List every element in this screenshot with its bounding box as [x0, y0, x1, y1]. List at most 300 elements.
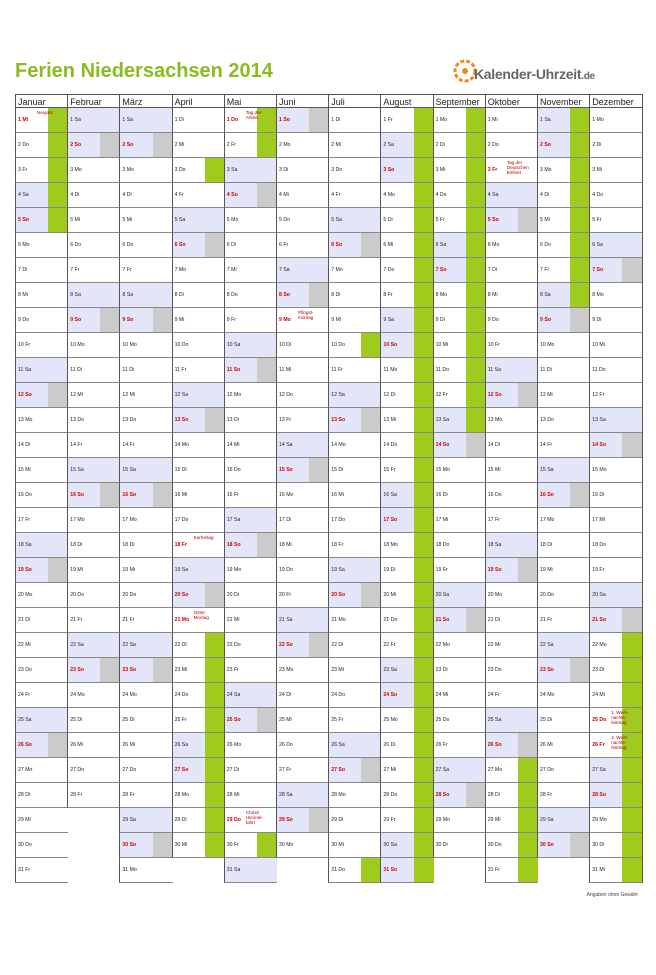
day-cell[interactable] — [276, 183, 329, 208]
day-cell[interactable] — [485, 358, 538, 383]
day-cell[interactable] — [328, 558, 381, 583]
day-cell[interactable] — [485, 183, 538, 208]
day-cell[interactable] — [380, 108, 433, 133]
day-cell[interactable] — [224, 308, 277, 333]
day-cell[interactable] — [537, 683, 590, 708]
day-cell[interactable] — [67, 433, 120, 458]
day-cell[interactable] — [589, 458, 642, 483]
logo[interactable] — [452, 54, 642, 88]
day-cell[interactable] — [589, 633, 642, 658]
day-cell[interactable] — [328, 758, 381, 783]
day-cell[interactable] — [172, 383, 225, 408]
day-cell[interactable] — [15, 558, 68, 583]
day-cell[interactable] — [380, 808, 433, 833]
day-cell[interactable] — [67, 233, 120, 258]
day-cell[interactable] — [276, 333, 329, 358]
day-cell[interactable] — [589, 408, 642, 433]
day-cell[interactable] — [276, 808, 329, 833]
day-cell[interactable] — [485, 508, 538, 533]
day-cell[interactable] — [119, 708, 172, 733]
day-cell[interactable] — [67, 633, 120, 658]
day-cell[interactable] — [119, 558, 172, 583]
day-cell[interactable] — [15, 208, 68, 233]
day-cell[interactable] — [119, 808, 172, 833]
day-cell[interactable] — [67, 558, 120, 583]
day-cell[interactable] — [276, 208, 329, 233]
day-cell[interactable] — [224, 433, 277, 458]
day-cell[interactable] — [276, 708, 329, 733]
day-cell[interactable] — [589, 658, 642, 683]
day-cell[interactable] — [276, 258, 329, 283]
day-cell[interactable] — [15, 433, 68, 458]
day-cell[interactable] — [485, 283, 538, 308]
day-cell[interactable] — [433, 683, 486, 708]
day-cell[interactable] — [380, 208, 433, 233]
day-cell[interactable] — [380, 558, 433, 583]
day-cell[interactable] — [537, 533, 590, 558]
day-cell[interactable] — [537, 508, 590, 533]
day-cell[interactable] — [224, 708, 277, 733]
day-cell[interactable] — [485, 608, 538, 633]
day-cell[interactable] — [589, 483, 642, 508]
day-cell[interactable] — [380, 383, 433, 408]
day-cell[interactable] — [15, 858, 68, 883]
day-cell[interactable] — [224, 208, 277, 233]
day-cell[interactable] — [433, 783, 486, 808]
day-cell[interactable] — [276, 358, 329, 383]
day-cell[interactable] — [380, 533, 433, 558]
day-cell[interactable] — [67, 133, 120, 158]
day-cell[interactable] — [119, 283, 172, 308]
day-cell[interactable] — [485, 683, 538, 708]
day-cell[interactable] — [224, 533, 277, 558]
day-cell[interactable] — [380, 708, 433, 733]
day-cell[interactable] — [537, 183, 590, 208]
day-cell[interactable] — [537, 833, 590, 858]
day-cell[interactable] — [276, 833, 329, 858]
day-cell[interactable] — [224, 508, 277, 533]
day-cell[interactable] — [224, 108, 277, 133]
day-cell[interactable] — [589, 258, 642, 283]
day-cell[interactable] — [328, 833, 381, 858]
day-cell[interactable] — [67, 758, 120, 783]
day-cell[interactable] — [276, 133, 329, 158]
day-cell[interactable] — [276, 683, 329, 708]
day-cell[interactable] — [589, 333, 642, 358]
day-cell[interactable] — [224, 733, 277, 758]
day-cell[interactable] — [433, 483, 486, 508]
day-cell[interactable] — [589, 608, 642, 633]
day-cell[interactable] — [589, 433, 642, 458]
day-cell[interactable] — [537, 783, 590, 808]
day-cell[interactable] — [276, 483, 329, 508]
day-cell[interactable] — [15, 708, 68, 733]
day-cell[interactable] — [119, 133, 172, 158]
day-cell[interactable] — [328, 133, 381, 158]
day-cell[interactable] — [537, 308, 590, 333]
day-cell[interactable] — [433, 458, 486, 483]
day-cell[interactable] — [380, 633, 433, 658]
day-cell[interactable] — [433, 208, 486, 233]
day-cell[interactable] — [433, 658, 486, 683]
day-cell[interactable] — [172, 783, 225, 808]
day-cell[interactable] — [537, 383, 590, 408]
day-cell[interactable] — [380, 308, 433, 333]
day-cell[interactable] — [15, 258, 68, 283]
day-cell[interactable] — [537, 808, 590, 833]
day-cell[interactable] — [276, 408, 329, 433]
day-cell[interactable] — [119, 758, 172, 783]
day-cell[interactable] — [172, 533, 225, 558]
day-cell[interactable] — [589, 783, 642, 808]
day-cell[interactable] — [276, 758, 329, 783]
day-cell[interactable] — [15, 633, 68, 658]
day-cell[interactable] — [537, 583, 590, 608]
day-cell[interactable] — [119, 633, 172, 658]
day-cell[interactable] — [172, 458, 225, 483]
day-cell[interactable] — [328, 183, 381, 208]
day-cell[interactable] — [485, 383, 538, 408]
day-cell[interactable] — [276, 583, 329, 608]
day-cell[interactable] — [485, 208, 538, 233]
day-cell[interactable] — [380, 733, 433, 758]
day-cell[interactable] — [537, 658, 590, 683]
day-cell[interactable] — [119, 308, 172, 333]
day-cell[interactable] — [485, 333, 538, 358]
day-cell[interactable] — [15, 833, 68, 858]
day-cell[interactable] — [485, 433, 538, 458]
day-cell[interactable] — [485, 858, 538, 883]
day-cell[interactable] — [15, 508, 68, 533]
day-cell[interactable] — [537, 483, 590, 508]
day-cell[interactable] — [119, 508, 172, 533]
day-cell[interactable] — [224, 783, 277, 808]
day-cell[interactable] — [67, 408, 120, 433]
day-cell[interactable] — [172, 658, 225, 683]
day-cell[interactable] — [485, 633, 538, 658]
day-cell[interactable] — [15, 383, 68, 408]
day-cell[interactable] — [537, 758, 590, 783]
day-cell[interactable] — [119, 858, 172, 883]
day-cell[interactable] — [485, 558, 538, 583]
day-cell[interactable] — [328, 483, 381, 508]
day-cell[interactable] — [172, 358, 225, 383]
day-cell[interactable] — [276, 458, 329, 483]
day-cell[interactable] — [67, 608, 120, 633]
day-cell[interactable] — [276, 783, 329, 808]
day-cell[interactable] — [589, 183, 642, 208]
day-cell[interactable] — [119, 608, 172, 633]
day-cell[interactable] — [380, 858, 433, 883]
day-cell[interactable] — [485, 133, 538, 158]
day-cell[interactable] — [15, 808, 68, 833]
day-cell[interactable] — [589, 133, 642, 158]
day-cell[interactable] — [380, 683, 433, 708]
day-cell[interactable] — [15, 333, 68, 358]
day-cell[interactable] — [589, 158, 642, 183]
day-cell[interactable] — [224, 258, 277, 283]
day-cell[interactable] — [15, 533, 68, 558]
day-cell[interactable] — [172, 733, 225, 758]
day-cell[interactable] — [433, 533, 486, 558]
day-cell[interactable] — [589, 808, 642, 833]
day-cell[interactable] — [67, 383, 120, 408]
day-cell[interactable] — [537, 108, 590, 133]
day-cell[interactable] — [67, 183, 120, 208]
day-cell[interactable] — [328, 458, 381, 483]
day-cell[interactable] — [119, 358, 172, 383]
day-cell[interactable] — [172, 558, 225, 583]
day-cell[interactable] — [67, 333, 120, 358]
day-cell[interactable] — [119, 383, 172, 408]
day-cell[interactable] — [224, 658, 277, 683]
day-cell[interactable] — [328, 608, 381, 633]
day-cell[interactable] — [328, 808, 381, 833]
day-cell[interactable] — [119, 408, 172, 433]
day-cell[interactable] — [119, 158, 172, 183]
day-cell[interactable] — [485, 533, 538, 558]
day-cell[interactable] — [15, 108, 68, 133]
day-cell[interactable] — [485, 833, 538, 858]
day-cell[interactable] — [380, 358, 433, 383]
day-cell[interactable] — [224, 133, 277, 158]
day-cell[interactable] — [433, 433, 486, 458]
day-cell[interactable] — [172, 833, 225, 858]
day-cell[interactable] — [15, 283, 68, 308]
day-cell[interactable] — [172, 208, 225, 233]
day-cell[interactable] — [15, 683, 68, 708]
day-cell[interactable] — [380, 583, 433, 608]
day-cell[interactable] — [172, 808, 225, 833]
day-cell[interactable] — [328, 508, 381, 533]
day-cell[interactable] — [433, 758, 486, 783]
day-cell[interactable] — [172, 633, 225, 658]
day-cell[interactable] — [224, 233, 277, 258]
day-cell[interactable] — [380, 258, 433, 283]
day-cell[interactable] — [15, 183, 68, 208]
day-cell[interactable] — [15, 783, 68, 808]
day-cell[interactable] — [433, 383, 486, 408]
day-cell[interactable] — [485, 308, 538, 333]
day-cell[interactable] — [224, 808, 277, 833]
day-cell[interactable] — [172, 433, 225, 458]
day-cell[interactable] — [328, 358, 381, 383]
day-cell[interactable] — [224, 758, 277, 783]
day-cell[interactable] — [172, 608, 225, 633]
day-cell[interactable] — [433, 583, 486, 608]
day-cell[interactable] — [67, 358, 120, 383]
day-cell[interactable] — [119, 333, 172, 358]
day-cell[interactable] — [433, 158, 486, 183]
day-cell[interactable] — [328, 108, 381, 133]
day-cell[interactable] — [328, 658, 381, 683]
day-cell[interactable] — [537, 433, 590, 458]
day-cell[interactable] — [119, 433, 172, 458]
day-cell[interactable] — [433, 508, 486, 533]
day-cell[interactable] — [485, 483, 538, 508]
day-cell[interactable] — [433, 708, 486, 733]
day-cell[interactable] — [15, 158, 68, 183]
day-cell[interactable] — [172, 708, 225, 733]
day-cell[interactable] — [485, 258, 538, 283]
day-cell[interactable] — [380, 158, 433, 183]
day-cell[interactable] — [589, 833, 642, 858]
day-cell[interactable] — [224, 858, 277, 883]
day-cell[interactable] — [119, 683, 172, 708]
day-cell[interactable] — [276, 558, 329, 583]
day-cell[interactable] — [380, 758, 433, 783]
day-cell[interactable] — [328, 333, 381, 358]
day-cell[interactable] — [485, 808, 538, 833]
day-cell[interactable] — [172, 283, 225, 308]
day-cell[interactable] — [433, 608, 486, 633]
day-cell[interactable] — [328, 383, 381, 408]
day-cell[interactable] — [67, 158, 120, 183]
day-cell[interactable] — [537, 333, 590, 358]
day-cell[interactable] — [380, 233, 433, 258]
day-cell[interactable] — [224, 483, 277, 508]
day-cell[interactable] — [119, 833, 172, 858]
day-cell[interactable] — [589, 283, 642, 308]
day-cell[interactable] — [328, 633, 381, 658]
day-cell[interactable] — [537, 158, 590, 183]
day-cell[interactable] — [433, 558, 486, 583]
day-cell[interactable] — [328, 683, 381, 708]
day-cell[interactable] — [276, 158, 329, 183]
day-cell[interactable] — [224, 333, 277, 358]
day-cell[interactable] — [328, 408, 381, 433]
day-cell[interactable] — [172, 483, 225, 508]
day-cell[interactable] — [433, 183, 486, 208]
day-cell[interactable] — [224, 608, 277, 633]
day-cell[interactable] — [67, 458, 120, 483]
day-cell[interactable] — [15, 758, 68, 783]
day-cell[interactable] — [537, 608, 590, 633]
day-cell[interactable] — [328, 258, 381, 283]
day-cell[interactable] — [67, 283, 120, 308]
day-cell[interactable] — [276, 433, 329, 458]
day-cell[interactable] — [15, 233, 68, 258]
day-cell[interactable] — [119, 733, 172, 758]
day-cell[interactable] — [433, 733, 486, 758]
day-cell[interactable] — [15, 583, 68, 608]
day-cell[interactable] — [328, 158, 381, 183]
day-cell[interactable] — [15, 358, 68, 383]
day-cell[interactable] — [224, 558, 277, 583]
day-cell[interactable] — [224, 158, 277, 183]
day-cell[interactable] — [328, 308, 381, 333]
day-cell[interactable] — [119, 458, 172, 483]
day-cell[interactable] — [589, 758, 642, 783]
day-cell[interactable] — [224, 583, 277, 608]
day-cell[interactable] — [328, 533, 381, 558]
day-cell[interactable] — [172, 108, 225, 133]
day-cell[interactable] — [276, 733, 329, 758]
day-cell[interactable] — [15, 483, 68, 508]
day-cell[interactable] — [172, 508, 225, 533]
day-cell[interactable] — [172, 158, 225, 183]
day-cell[interactable] — [537, 208, 590, 233]
day-cell[interactable] — [172, 683, 225, 708]
day-cell[interactable] — [433, 283, 486, 308]
day-cell[interactable] — [589, 233, 642, 258]
day-cell[interactable] — [15, 458, 68, 483]
day-cell[interactable] — [537, 633, 590, 658]
day-cell[interactable] — [67, 583, 120, 608]
day-cell[interactable] — [485, 233, 538, 258]
day-cell[interactable] — [172, 133, 225, 158]
day-cell[interactable] — [537, 733, 590, 758]
day-cell[interactable] — [276, 383, 329, 408]
day-cell[interactable] — [15, 658, 68, 683]
day-cell[interactable] — [589, 108, 642, 133]
day-cell[interactable] — [433, 408, 486, 433]
day-cell[interactable] — [537, 133, 590, 158]
day-cell[interactable] — [485, 408, 538, 433]
day-cell[interactable] — [589, 733, 642, 758]
day-cell[interactable] — [67, 108, 120, 133]
day-cell[interactable] — [380, 658, 433, 683]
day-cell[interactable] — [224, 833, 277, 858]
day-cell[interactable] — [433, 258, 486, 283]
day-cell[interactable] — [67, 783, 120, 808]
day-cell[interactable] — [589, 508, 642, 533]
day-cell[interactable] — [119, 658, 172, 683]
day-cell[interactable] — [67, 483, 120, 508]
day-cell[interactable] — [537, 283, 590, 308]
day-cell[interactable] — [276, 608, 329, 633]
day-cell[interactable] — [380, 483, 433, 508]
day-cell[interactable] — [276, 108, 329, 133]
day-cell[interactable] — [537, 258, 590, 283]
day-cell[interactable] — [276, 533, 329, 558]
day-cell[interactable] — [589, 208, 642, 233]
day-cell[interactable] — [119, 533, 172, 558]
day-cell[interactable] — [224, 283, 277, 308]
day-cell[interactable] — [67, 533, 120, 558]
day-cell[interactable] — [172, 183, 225, 208]
day-cell[interactable] — [328, 733, 381, 758]
day-cell[interactable] — [224, 358, 277, 383]
day-cell[interactable] — [537, 408, 590, 433]
day-cell[interactable] — [172, 408, 225, 433]
day-cell[interactable] — [589, 683, 642, 708]
day-cell[interactable] — [15, 408, 68, 433]
day-cell[interactable] — [119, 783, 172, 808]
day-cell[interactable] — [589, 533, 642, 558]
day-cell[interactable] — [380, 458, 433, 483]
day-cell[interactable] — [433, 333, 486, 358]
day-cell[interactable] — [15, 308, 68, 333]
day-cell[interactable] — [589, 708, 642, 733]
day-cell[interactable] — [485, 708, 538, 733]
day-cell[interactable] — [485, 733, 538, 758]
day-cell[interactable] — [67, 683, 120, 708]
day-cell[interactable] — [433, 308, 486, 333]
day-cell[interactable] — [172, 583, 225, 608]
day-cell[interactable] — [485, 658, 538, 683]
day-cell[interactable] — [172, 233, 225, 258]
day-cell[interactable] — [119, 258, 172, 283]
day-cell[interactable] — [224, 683, 277, 708]
day-cell[interactable] — [380, 408, 433, 433]
day-cell[interactable] — [485, 758, 538, 783]
day-cell[interactable] — [380, 833, 433, 858]
day-cell[interactable] — [380, 608, 433, 633]
day-cell[interactable] — [433, 633, 486, 658]
day-cell[interactable] — [537, 233, 590, 258]
day-cell[interactable] — [67, 258, 120, 283]
